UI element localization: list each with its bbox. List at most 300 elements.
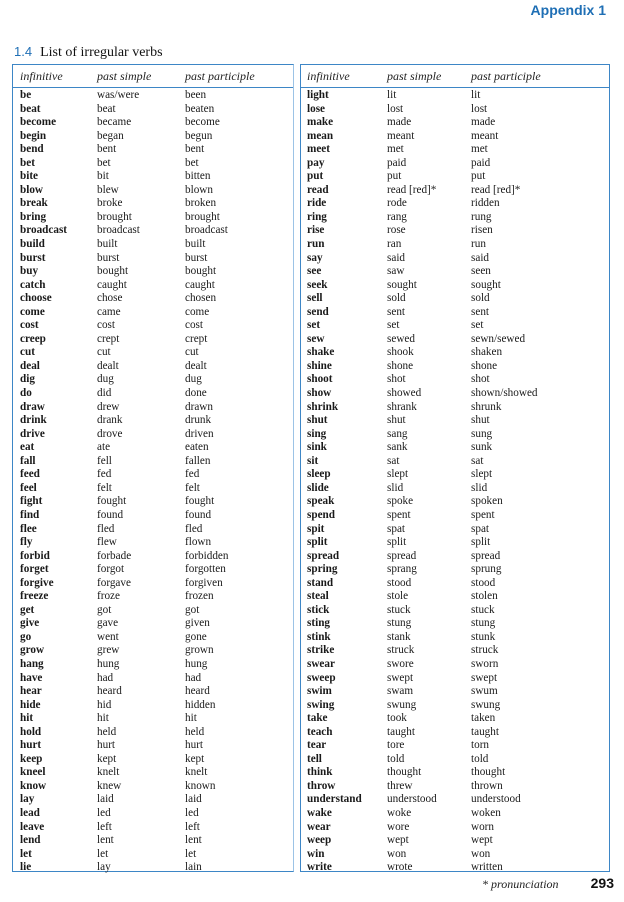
infinitive-cell: spread bbox=[307, 549, 340, 562]
table-row bbox=[301, 265, 609, 279]
past-participle-cell: spoken bbox=[471, 495, 503, 508]
table-row bbox=[301, 821, 609, 835]
table-row bbox=[301, 685, 609, 699]
table-row bbox=[301, 184, 609, 198]
table-row bbox=[13, 265, 293, 279]
past-participle-cell: fed bbox=[185, 468, 200, 481]
infinitive-cell: stick bbox=[307, 603, 330, 616]
table-row bbox=[301, 468, 609, 482]
past-simple-cell: told bbox=[387, 752, 405, 765]
past-simple-cell: sewed bbox=[387, 332, 415, 345]
past-participle-cell: sprung bbox=[471, 563, 502, 576]
table-row bbox=[13, 536, 293, 550]
past-simple-cell: taught bbox=[387, 725, 415, 738]
infinitive-cell: fall bbox=[20, 454, 36, 467]
past-participle-cell: meant bbox=[471, 129, 499, 142]
past-participle-cell: sold bbox=[471, 292, 490, 305]
past-participle-cell: thrown bbox=[471, 779, 503, 792]
infinitive-cell: stand bbox=[307, 576, 334, 589]
infinitive-cell: shoot bbox=[307, 373, 333, 386]
table-row bbox=[13, 116, 293, 130]
table-row bbox=[301, 279, 609, 293]
table-row bbox=[13, 766, 293, 780]
past-participle-cell: put bbox=[471, 170, 486, 183]
infinitive-cell: pay bbox=[307, 156, 325, 169]
table-row bbox=[13, 468, 293, 482]
past-simple-cell: understood bbox=[387, 793, 437, 806]
past-participle-cell: burst bbox=[185, 251, 208, 264]
table-row bbox=[13, 590, 293, 604]
column-header-infinitive: infinitive bbox=[307, 68, 350, 83]
past-simple-cell: read [red]* bbox=[387, 183, 437, 196]
past-participle-cell: given bbox=[185, 617, 210, 630]
table-header bbox=[13, 65, 293, 88]
past-simple-cell: threw bbox=[387, 779, 413, 792]
table-row bbox=[301, 143, 609, 157]
past-simple-cell: ran bbox=[387, 238, 402, 251]
past-simple-cell: broadcast bbox=[97, 224, 140, 237]
infinitive-cell: creep bbox=[20, 332, 46, 345]
past-participle-cell: torn bbox=[471, 739, 490, 752]
past-simple-cell: swore bbox=[387, 657, 414, 670]
past-participle-cell: driven bbox=[185, 427, 214, 440]
past-participle-cell: taken bbox=[471, 712, 496, 725]
past-simple-cell: brought bbox=[97, 210, 132, 223]
section-title-text: List of irregular verbs bbox=[40, 45, 163, 60]
table-row bbox=[13, 495, 293, 509]
table-row bbox=[301, 617, 609, 631]
past-simple-cell: rang bbox=[387, 210, 407, 223]
past-simple-cell: saw bbox=[387, 265, 405, 278]
past-participle-cell: sewn/sewed bbox=[471, 332, 526, 345]
past-simple-cell: knelt bbox=[97, 766, 120, 779]
past-simple-cell: shone bbox=[387, 359, 414, 372]
past-simple-cell: heard bbox=[97, 685, 122, 698]
past-simple-cell: made bbox=[387, 116, 412, 129]
table-row bbox=[13, 428, 293, 442]
past-participle-cell: run bbox=[471, 238, 486, 251]
infinitive-cell: sell bbox=[307, 292, 323, 305]
infinitive-cell: draw bbox=[20, 400, 45, 413]
table-row bbox=[13, 333, 293, 347]
infinitive-cell: hang bbox=[20, 657, 44, 670]
past-simple-cell: shook bbox=[387, 346, 414, 359]
infinitive-cell: give bbox=[20, 617, 40, 630]
infinitive-cell: see bbox=[307, 265, 322, 278]
past-participle-cell: bitten bbox=[185, 170, 211, 183]
infinitive-cell: lay bbox=[20, 793, 35, 806]
infinitive-cell: sweep bbox=[307, 671, 336, 684]
past-participle-cell: crept bbox=[185, 332, 208, 345]
past-participle-cell: come bbox=[185, 305, 210, 318]
past-simple-cell: drew bbox=[97, 400, 120, 413]
past-participle-cell: shot bbox=[471, 373, 490, 386]
table-row bbox=[301, 401, 609, 415]
infinitive-cell: steal bbox=[307, 590, 329, 603]
infinitive-cell: read bbox=[307, 183, 329, 196]
past-participle-cell: fallen bbox=[185, 454, 211, 467]
infinitive-cell: swing bbox=[307, 698, 335, 711]
past-simple-cell: flew bbox=[97, 536, 117, 549]
past-simple-cell: forgave bbox=[97, 576, 131, 589]
past-simple-cell: kept bbox=[97, 752, 117, 765]
past-simple-cell: said bbox=[387, 251, 406, 264]
table-row bbox=[301, 644, 609, 658]
past-simple-cell: broke bbox=[97, 197, 123, 210]
infinitive-cell: bring bbox=[20, 210, 47, 223]
past-simple-cell: gave bbox=[97, 617, 119, 630]
infinitive-cell: understand bbox=[307, 793, 362, 806]
infinitive-cell: dig bbox=[20, 373, 35, 386]
past-participle-cell: hidden bbox=[185, 698, 216, 711]
infinitive-cell: light bbox=[307, 89, 329, 101]
table-row bbox=[13, 617, 293, 631]
past-participle-cell: sunk bbox=[471, 441, 493, 454]
table-row bbox=[301, 387, 609, 401]
infinitive-cell: sit bbox=[307, 454, 319, 467]
past-simple-cell: had bbox=[97, 671, 114, 684]
past-participle-cell: been bbox=[185, 89, 207, 101]
infinitive-cell: come bbox=[20, 305, 45, 318]
infinitive-cell: bet bbox=[20, 156, 35, 169]
appendix-heading: Appendix 1 bbox=[530, 2, 606, 18]
infinitive-cell: stink bbox=[307, 630, 331, 643]
past-simple-cell: lost bbox=[387, 102, 404, 115]
table-row bbox=[13, 184, 293, 198]
table-row bbox=[301, 116, 609, 130]
table-row bbox=[301, 577, 609, 591]
past-participle-cell: fled bbox=[185, 522, 203, 535]
past-simple-cell: struck bbox=[387, 644, 415, 657]
past-participle-cell: taught bbox=[471, 725, 499, 738]
past-participle-cell: chosen bbox=[185, 292, 217, 305]
past-participle-cell: sought bbox=[471, 278, 501, 291]
infinitive-cell: hit bbox=[20, 712, 34, 725]
past-participle-cell: stung bbox=[471, 617, 496, 630]
past-participle-cell: become bbox=[185, 116, 220, 129]
table-header bbox=[301, 65, 609, 88]
infinitive-cell: shut bbox=[307, 414, 328, 427]
infinitive-cell: lose bbox=[307, 102, 326, 115]
table-row bbox=[301, 495, 609, 509]
footnote: * pronunciation bbox=[482, 877, 559, 891]
table-row bbox=[301, 861, 609, 875]
past-participle-cell: won bbox=[471, 847, 491, 860]
past-simple-cell: fed bbox=[97, 468, 112, 481]
infinitive-cell: buy bbox=[20, 265, 39, 278]
infinitive-cell: flee bbox=[20, 522, 37, 535]
past-simple-cell: met bbox=[387, 143, 404, 156]
past-participle-cell: ridden bbox=[471, 197, 500, 210]
infinitive-cell: let bbox=[20, 847, 32, 860]
past-simple-cell: bent bbox=[97, 143, 117, 156]
infinitive-cell: hide bbox=[20, 698, 41, 711]
column-header-past-simple: past simple bbox=[387, 68, 442, 83]
table-row bbox=[301, 455, 609, 469]
past-participle-cell: left bbox=[185, 820, 200, 833]
table-row bbox=[13, 103, 293, 117]
past-simple-cell: sang bbox=[387, 427, 408, 440]
past-participle-cell: understood bbox=[471, 793, 521, 806]
infinitive-cell: spend bbox=[307, 508, 335, 521]
past-participle-cell: woken bbox=[471, 806, 501, 819]
past-participle-cell: set bbox=[471, 319, 484, 332]
past-participle-cell: sworn bbox=[471, 657, 499, 670]
past-participle-cell: paid bbox=[471, 156, 491, 169]
table-row bbox=[13, 753, 293, 767]
past-participle-cell: forgiven bbox=[185, 576, 223, 589]
past-simple-cell: crept bbox=[97, 332, 120, 345]
past-participle-cell: lost bbox=[471, 102, 488, 115]
table-row bbox=[13, 631, 293, 645]
past-simple-cell: tore bbox=[387, 739, 405, 752]
past-participle-cell: stood bbox=[471, 576, 496, 589]
column-header-infinitive: infinitive bbox=[20, 68, 63, 83]
past-participle-cell: done bbox=[185, 387, 207, 400]
infinitive-cell: fight bbox=[20, 495, 43, 508]
infinitive-cell: know bbox=[20, 779, 47, 792]
past-simple-cell: found bbox=[97, 508, 124, 521]
table-row bbox=[301, 726, 609, 740]
past-participle-cell: heard bbox=[185, 685, 210, 698]
past-participle-cell: cut bbox=[185, 346, 199, 359]
past-participle-cell: made bbox=[471, 116, 496, 129]
past-simple-cell: stung bbox=[387, 617, 412, 630]
past-simple-cell: came bbox=[97, 305, 121, 318]
past-participle-cell: sent bbox=[471, 305, 490, 318]
infinitive-cell: drink bbox=[20, 414, 47, 427]
table-row bbox=[13, 455, 293, 469]
infinitive-cell: blow bbox=[20, 183, 44, 196]
past-simple-cell: drove bbox=[97, 427, 123, 440]
infinitive-cell: keep bbox=[20, 752, 43, 765]
table-row bbox=[13, 523, 293, 537]
past-simple-cell: stuck bbox=[387, 603, 411, 616]
infinitive-cell: seek bbox=[307, 278, 328, 291]
table-row bbox=[13, 685, 293, 699]
past-simple-cell: bought bbox=[97, 265, 129, 278]
infinitive-cell: strike bbox=[307, 644, 335, 657]
table-row bbox=[13, 550, 293, 564]
table-row bbox=[301, 550, 609, 564]
table-row bbox=[301, 739, 609, 753]
past-participle-cell: shrunk bbox=[471, 400, 502, 413]
past-participle-cell: dug bbox=[185, 373, 202, 386]
infinitive-cell: feel bbox=[20, 481, 37, 494]
table-row bbox=[13, 197, 293, 211]
past-simple-cell: knew bbox=[97, 779, 122, 792]
infinitive-cell: hurt bbox=[20, 739, 42, 752]
past-participle-cell: stuck bbox=[471, 603, 495, 616]
past-simple-cell: hung bbox=[97, 657, 120, 670]
table-row bbox=[13, 306, 293, 320]
past-participle-cell: hung bbox=[185, 657, 208, 670]
table-row bbox=[301, 157, 609, 171]
past-participle-cell: shown/showed bbox=[471, 387, 538, 400]
infinitive-cell: write bbox=[307, 861, 332, 874]
past-simple-cell: cut bbox=[97, 346, 111, 359]
infinitive-cell: swim bbox=[307, 685, 332, 698]
past-participle-cell: slid bbox=[471, 481, 488, 494]
infinitive-cell: grow bbox=[20, 644, 45, 657]
past-participle-cell: risen bbox=[471, 224, 493, 237]
past-simple-cell: bet bbox=[97, 156, 111, 169]
infinitive-cell: make bbox=[307, 116, 334, 129]
past-simple-cell: swam bbox=[387, 685, 414, 698]
past-simple-cell: cost bbox=[97, 319, 116, 332]
past-participle-cell: spat bbox=[471, 522, 490, 535]
past-simple-cell: spread bbox=[387, 549, 417, 562]
infinitive-cell: beat bbox=[20, 102, 41, 115]
past-simple-cell: thought bbox=[387, 766, 422, 779]
past-participle-cell: shaken bbox=[471, 346, 503, 359]
infinitive-cell: shrink bbox=[307, 400, 339, 413]
table-row bbox=[13, 726, 293, 740]
past-simple-cell: blew bbox=[97, 183, 119, 196]
past-simple-cell: slept bbox=[387, 468, 409, 481]
table-row bbox=[301, 780, 609, 794]
table-row bbox=[301, 631, 609, 645]
past-simple-cell: fought bbox=[97, 495, 127, 508]
past-participle-cell: bent bbox=[185, 143, 205, 156]
past-simple-cell: laid bbox=[97, 793, 114, 806]
past-simple-cell: held bbox=[97, 725, 117, 738]
past-participle-cell: felt bbox=[185, 481, 200, 494]
table-row bbox=[13, 360, 293, 374]
table-row bbox=[301, 753, 609, 767]
past-simple-cell: sought bbox=[387, 278, 417, 291]
past-simple-cell: dug bbox=[97, 373, 114, 386]
table-row bbox=[13, 238, 293, 252]
table-row bbox=[301, 130, 609, 144]
past-participle-cell: told bbox=[471, 752, 489, 765]
past-participle-cell: stunk bbox=[471, 630, 496, 643]
table-row bbox=[301, 766, 609, 780]
past-participle-cell: knelt bbox=[185, 766, 208, 779]
infinitive-cell: catch bbox=[20, 278, 46, 291]
past-simple-cell: shot bbox=[387, 373, 406, 386]
table-row bbox=[13, 401, 293, 415]
table-row bbox=[301, 658, 609, 672]
infinitive-cell: break bbox=[20, 197, 48, 210]
past-participle-cell: bought bbox=[185, 265, 217, 278]
table-row bbox=[301, 333, 609, 347]
past-simple-cell: began bbox=[97, 129, 124, 142]
infinitive-cell: forget bbox=[20, 563, 49, 576]
infinitive-cell: send bbox=[307, 305, 329, 318]
past-participle-cell: lit bbox=[471, 89, 481, 101]
infinitive-cell: kneel bbox=[20, 766, 46, 779]
past-simple-cell: hurt bbox=[97, 739, 116, 752]
table-row bbox=[301, 211, 609, 225]
past-simple-cell: spoke bbox=[387, 495, 414, 508]
table-row bbox=[13, 252, 293, 266]
past-participle-cell: shut bbox=[471, 414, 490, 427]
infinitive-cell: be bbox=[20, 89, 32, 101]
verb-table-right bbox=[300, 64, 610, 872]
past-simple-cell: sold bbox=[387, 292, 406, 305]
past-simple-cell: hid bbox=[97, 698, 112, 711]
infinitive-cell: find bbox=[20, 508, 40, 521]
table-row bbox=[13, 387, 293, 401]
table-row bbox=[301, 672, 609, 686]
infinitive-cell: tell bbox=[307, 752, 322, 765]
infinitive-cell: spit bbox=[307, 522, 325, 535]
infinitive-cell: show bbox=[307, 387, 332, 400]
past-participle-cell: dealt bbox=[185, 359, 207, 372]
past-participle-cell: forbidden bbox=[185, 549, 229, 562]
infinitive-cell: split bbox=[307, 536, 328, 549]
table-row bbox=[13, 861, 293, 875]
past-simple-cell: rode bbox=[387, 197, 407, 210]
infinitive-cell: shake bbox=[307, 346, 335, 359]
past-simple-cell: spat bbox=[387, 522, 406, 535]
past-simple-cell: beat bbox=[97, 102, 116, 115]
table-row bbox=[13, 130, 293, 144]
past-simple-cell: became bbox=[97, 116, 132, 129]
past-simple-cell: shut bbox=[387, 414, 406, 427]
table-row bbox=[301, 563, 609, 577]
infinitive-cell: speak bbox=[307, 495, 335, 508]
infinitive-cell: throw bbox=[307, 779, 336, 792]
infinitive-cell: say bbox=[307, 251, 323, 264]
infinitive-cell: forbid bbox=[20, 549, 50, 562]
infinitive-cell: win bbox=[307, 847, 325, 860]
table-row bbox=[301, 590, 609, 604]
infinitive-cell: meet bbox=[307, 143, 330, 156]
past-participle-cell: worn bbox=[471, 820, 494, 833]
infinitive-cell: run bbox=[307, 238, 325, 251]
infinitive-cell: become bbox=[20, 116, 57, 129]
infinitive-cell: cut bbox=[20, 346, 35, 359]
past-participle-cell: swum bbox=[471, 685, 498, 698]
infinitive-cell: sleep bbox=[307, 468, 331, 481]
table-row bbox=[301, 441, 609, 455]
past-participle-cell: read [red]* bbox=[471, 183, 521, 196]
table-body bbox=[13, 88, 293, 875]
table-row bbox=[301, 712, 609, 726]
infinitive-cell: weep bbox=[307, 834, 332, 847]
past-simple-cell: grew bbox=[97, 644, 120, 657]
infinitive-cell: teach bbox=[307, 725, 333, 738]
table-row bbox=[301, 414, 609, 428]
infinitive-cell: forgive bbox=[20, 576, 54, 589]
column-header-past-participle: past participle bbox=[185, 68, 255, 83]
past-simple-cell: meant bbox=[387, 129, 415, 142]
table-row bbox=[13, 699, 293, 713]
past-participle-cell: swept bbox=[471, 671, 498, 684]
column-header-past-simple: past simple bbox=[97, 68, 152, 83]
table-row bbox=[13, 211, 293, 225]
past-participle-cell: fought bbox=[185, 495, 215, 508]
past-participle-cell: shone bbox=[471, 359, 498, 372]
past-simple-cell: paid bbox=[387, 156, 407, 169]
table-row bbox=[301, 346, 609, 360]
table-row bbox=[13, 279, 293, 293]
past-simple-cell: was/were bbox=[97, 89, 140, 101]
infinitive-cell: rise bbox=[307, 224, 325, 237]
past-simple-cell: sprang bbox=[387, 563, 417, 576]
past-participle-cell: beaten bbox=[185, 102, 215, 115]
table-row bbox=[13, 672, 293, 686]
infinitive-cell: sing bbox=[307, 427, 327, 440]
past-simple-cell: caught bbox=[97, 278, 127, 291]
table-row bbox=[301, 807, 609, 821]
table-row bbox=[301, 523, 609, 537]
infinitive-cell: hear bbox=[20, 685, 42, 698]
past-participle-cell: brought bbox=[185, 210, 220, 223]
past-participle-cell: thought bbox=[471, 766, 506, 779]
